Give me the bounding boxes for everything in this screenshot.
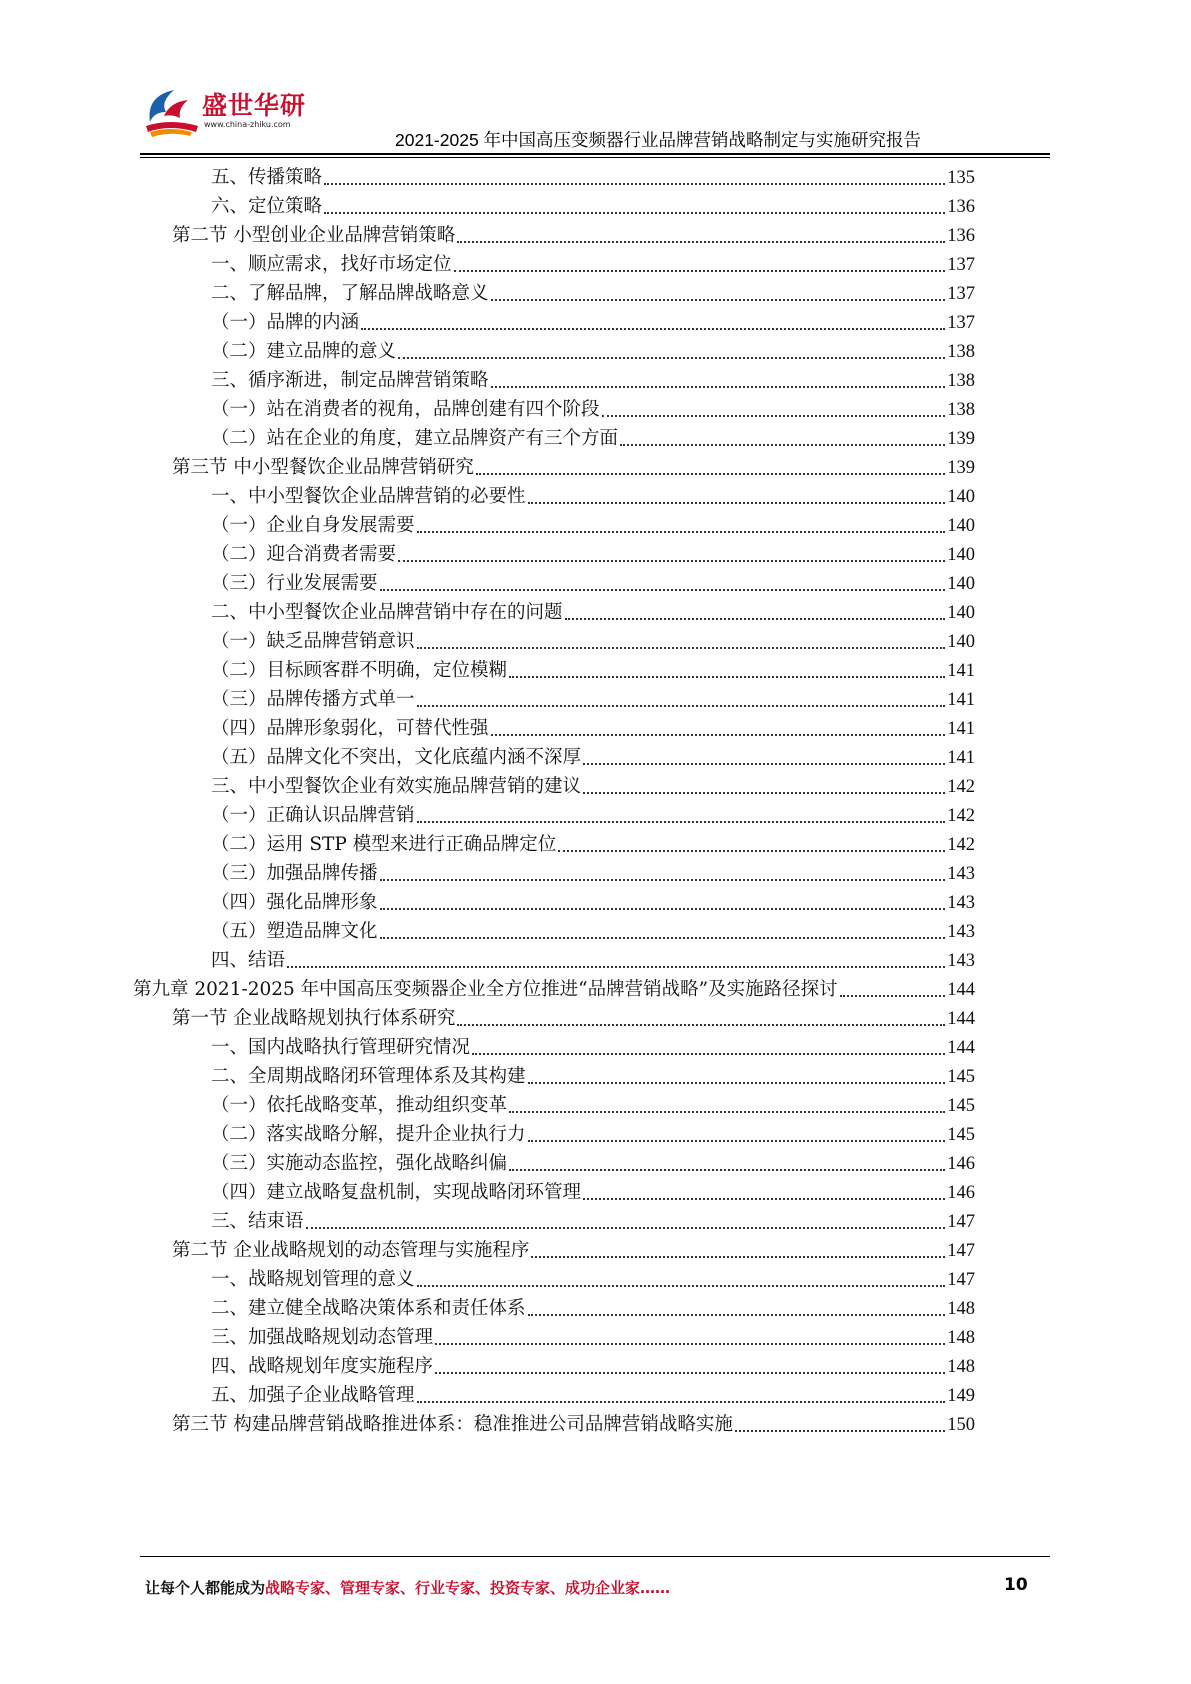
toc-entry-page: 144: [947, 980, 975, 1000]
toc-entry-title: （三）行业发展需要: [211, 573, 378, 594]
toc-entry[interactable]: [211, 1378, 975, 1409]
toc-entry-title: （三）加强品牌传播: [211, 863, 378, 884]
toc-entry[interactable]: [211, 1291, 975, 1322]
toc-entry[interactable]: [211, 624, 975, 655]
toc-entry-page: 147: [947, 1212, 975, 1232]
toc-entry-page: 143: [947, 922, 975, 942]
footer-slogan: [145, 1577, 670, 1598]
toc-entry-page: 149: [947, 1386, 975, 1406]
toc-entry-page: 136: [947, 226, 975, 246]
toc-entry[interactable]: [172, 218, 975, 249]
toc-dot-leader: [398, 357, 945, 359]
toc-entry[interactable]: [211, 1030, 975, 1061]
toc-entry-title: 二、全周期战略闭环管理体系及其构建: [211, 1066, 526, 1087]
toc-entry-page: 142: [947, 806, 975, 826]
toc-dot-leader: [620, 444, 945, 446]
toc-dot-leader: [457, 1024, 945, 1026]
toc-entry-title: 一、顺应需求，找好市场定位: [211, 254, 452, 275]
toc-entry-page: 143: [947, 893, 975, 913]
toc-entry-title: 三、结束语: [211, 1211, 304, 1232]
toc-dot-leader: [491, 299, 946, 301]
toc-dot-leader: [417, 1285, 946, 1287]
toc-entry-title: 五、传播策略: [211, 167, 323, 188]
toc-dot-leader: [509, 676, 945, 678]
toc-dot-leader: [528, 502, 946, 504]
toc-entry[interactable]: [211, 1204, 975, 1235]
toc-dot-leader: [528, 1314, 946, 1316]
toc-entry-title: 第三节 中小型餐饮企业品牌营销研究: [172, 457, 474, 478]
toc-entry-page: 141: [947, 661, 975, 681]
toc-entry-title: （二）运用 STP 模型来进行正确品牌定位: [211, 834, 557, 855]
toc-entry[interactable]: [211, 508, 975, 539]
toc-entry-page: 146: [947, 1154, 975, 1174]
toc-entry[interactable]: [211, 1175, 975, 1206]
toc-entry[interactable]: [211, 392, 975, 423]
toc-entry-page: 150: [947, 1415, 975, 1435]
toc-dot-leader: [558, 850, 945, 852]
toc-entry[interactable]: [211, 160, 975, 191]
toc-entry-page: 135: [947, 168, 975, 188]
toc-entry[interactable]: [211, 276, 975, 307]
toc-entry-title: （四）强化品牌形象: [211, 892, 378, 913]
toc-entry-page: 140: [947, 516, 975, 536]
toc-entry[interactable]: [211, 682, 975, 713]
toc-dot-leader: [287, 966, 945, 968]
toc-entry-title: （五）塑造品牌文化: [211, 921, 378, 942]
logo-emblem-icon: [140, 82, 202, 144]
toc-entry-title: 第二节 小型创业企业品牌营销策略: [172, 225, 456, 246]
toc-entry-title: （一）缺乏品牌营销意识: [211, 631, 415, 652]
toc-entry-title: 六、定位策略: [211, 196, 323, 217]
toc-entry[interactable]: [211, 769, 975, 800]
toc-entry-page: 146: [947, 1183, 975, 1203]
logo-text: 盛世华研: [202, 91, 307, 120]
toc-dot-leader: [602, 415, 946, 417]
toc-entry[interactable]: [211, 566, 975, 597]
toc-entry[interactable]: [211, 247, 975, 278]
toc-dot-leader: [324, 183, 945, 185]
header-divider-thin: [140, 157, 1050, 158]
toc-dot-leader: [472, 1053, 945, 1055]
toc-entry-page: 147: [947, 1270, 975, 1290]
toc-entry[interactable]: [172, 1001, 975, 1032]
toc-dot-leader: [380, 937, 946, 939]
toc-entry-page: 145: [947, 1096, 975, 1116]
toc-entry[interactable]: [211, 827, 975, 858]
toc-entry-title: 一、战略规划管理的意义: [211, 1269, 415, 1290]
toc-dot-leader: [476, 473, 945, 475]
toc-dot-leader: [565, 618, 946, 620]
toc-dot-leader: [509, 1169, 945, 1171]
toc-entry[interactable]: [211, 1262, 975, 1293]
toc-dot-leader: [528, 1140, 946, 1142]
toc-dot-leader: [583, 763, 945, 765]
toc-entry-title: 第九章 2021-2025 年中国高压变频器企业全方位推进“品牌营销战略”及实施路径探讨: [133, 979, 838, 1000]
toc-dot-leader: [417, 821, 946, 823]
toc-entry-title: 二、中小型餐饮企业品牌营销中存在的问题: [211, 602, 563, 623]
toc-entry[interactable]: [211, 1320, 975, 1351]
toc-entry-page: 145: [947, 1067, 975, 1087]
toc-entry-page: 142: [947, 777, 975, 797]
toc-entry[interactable]: [211, 1059, 975, 1090]
toc-dot-leader: [435, 1372, 945, 1374]
toc-dot-leader: [306, 1227, 946, 1229]
footer-slogan-prefix: 让每个人都能成为: [145, 1579, 266, 1597]
toc-entry-page: 136: [947, 197, 975, 217]
toc-entry-title: 二、了解品牌，了解品牌战略意义: [211, 283, 489, 304]
toc-entry-title: （一）品牌的内涵: [211, 312, 360, 333]
toc-entry-page: 138: [947, 342, 975, 362]
toc-entry[interactable]: [211, 1088, 975, 1119]
toc-entry-page: 145: [947, 1125, 975, 1145]
toc-dot-leader: [417, 1401, 946, 1403]
toc-entry[interactable]: [211, 537, 975, 568]
toc-dot-leader: [491, 386, 946, 388]
toc-dot-leader: [417, 705, 946, 707]
toc-entry-page: 141: [947, 719, 975, 739]
toc-entry-page: 139: [947, 458, 975, 478]
toc-dot-leader: [735, 1430, 945, 1432]
toc-entry[interactable]: [211, 363, 975, 394]
toc-entry[interactable]: [211, 421, 975, 452]
toc-dot-leader: [380, 879, 946, 881]
toc-entry-page: 143: [947, 864, 975, 884]
toc-entry-title: 一、国内战略执行管理研究情况: [211, 1037, 471, 1058]
toc-dot-leader: [398, 560, 945, 562]
toc-entry-title: 三、加强战略规划动态管理: [211, 1327, 434, 1348]
toc-entry-title: 三、循序渐进，制定品牌营销策略: [211, 370, 489, 391]
toc-dot-leader: [840, 995, 946, 997]
toc-entry-title: 第一节 企业战略规划执行体系研究: [172, 1008, 456, 1029]
toc-dot-leader: [509, 1111, 945, 1113]
toc-entry[interactable]: [211, 1349, 975, 1380]
header-divider: [140, 153, 1050, 155]
toc-entry[interactable]: [133, 972, 975, 1003]
toc-entry[interactable]: [211, 943, 975, 974]
toc-entry-page: 148: [947, 1299, 975, 1319]
toc-dot-leader: [417, 531, 946, 533]
toc-entry[interactable]: [172, 1407, 975, 1438]
toc-entry-page: 141: [947, 748, 975, 768]
toc-dot-leader: [380, 908, 946, 910]
company-logo: [140, 80, 310, 150]
toc-entry-title: （一）站在消费者的视角，品牌创建有四个阶段: [211, 399, 600, 420]
toc-entry-title: （五）品牌文化不突出，文化底蕴内涵不深厚: [211, 747, 582, 768]
toc-entry-page: 138: [947, 400, 975, 420]
toc-entry[interactable]: [211, 885, 975, 916]
toc-entry-page: 148: [947, 1328, 975, 1348]
page-header: [0, 0, 1191, 160]
toc-entry[interactable]: [211, 334, 975, 365]
page-number: 10: [1004, 1575, 1028, 1595]
toc-dot-leader: [454, 270, 946, 272]
toc-entry-title: 一、中小型餐饮企业品牌营销的必要性: [211, 486, 526, 507]
toc-entry-title: 第三节 构建品牌营销战略推进体系：稳准推进公司品牌营销战略实施: [172, 1414, 733, 1435]
toc-dot-leader: [583, 792, 945, 794]
toc-dot-leader: [435, 1343, 945, 1345]
toc-entry-title: （一）企业自身发展需要: [211, 515, 415, 536]
toc-dot-leader: [491, 734, 946, 736]
toc-entry-page: 140: [947, 574, 975, 594]
toc-entry[interactable]: [211, 595, 975, 626]
toc-entry-title: （二）建立品牌的意义: [211, 341, 397, 362]
toc-entry-page: 137: [947, 284, 975, 304]
toc-entry-page: 140: [947, 487, 975, 507]
toc-entry-title: 第二节 企业战略规划的动态管理与实施程序: [172, 1240, 530, 1261]
toc-entry-page: 144: [947, 1038, 975, 1058]
toc-entry-page: 144: [947, 1009, 975, 1029]
toc-entry[interactable]: [211, 1117, 975, 1148]
toc-entry[interactable]: [211, 798, 975, 829]
toc-entry-page: 147: [947, 1241, 975, 1261]
toc-dot-leader: [531, 1256, 945, 1258]
toc-entry[interactable]: [211, 653, 975, 684]
footer-divider: [140, 1556, 1050, 1557]
toc-entry[interactable]: [211, 1146, 975, 1177]
toc-entry[interactable]: [211, 740, 975, 771]
toc-entry[interactable]: [211, 305, 975, 336]
toc-entry-title: （一）依托战略变革，推动组织变革: [211, 1095, 508, 1116]
toc-entry[interactable]: [211, 914, 975, 945]
toc-dot-leader: [380, 589, 946, 591]
toc-entry-page: 148: [947, 1357, 975, 1377]
toc-entry-page: 142: [947, 835, 975, 855]
toc-entry-page: 141: [947, 690, 975, 710]
toc-entry-page: 137: [947, 255, 975, 275]
toc-entry-page: 137: [947, 313, 975, 333]
toc-entry-title: （二）迎合消费者需要: [211, 544, 397, 565]
toc-entry-title: 四、结语: [211, 950, 286, 971]
toc-entry-title: （三）实施动态监控，强化战略纠偏: [211, 1153, 508, 1174]
toc-entry-title: 二、建立健全战略决策体系和责任体系: [211, 1298, 526, 1319]
toc-entry-title: （二）站在企业的角度，建立品牌资产有三个方面: [211, 428, 619, 449]
toc-entry-title: （四）建立战略复盘机制，实现战略闭环管理: [211, 1182, 582, 1203]
toc-entry-title: （三）品牌传播方式单一: [211, 689, 415, 710]
toc-dot-leader: [583, 1198, 945, 1200]
toc-entry-title: 四、战略规划年度实施程序: [211, 1356, 434, 1377]
toc-entry[interactable]: [172, 1233, 975, 1264]
toc-entry-page: 139: [947, 429, 975, 449]
toc-entry[interactable]: [172, 450, 975, 481]
toc-dot-leader: [361, 328, 945, 330]
toc-entry[interactable]: [211, 479, 975, 510]
toc-dot-leader: [324, 212, 945, 214]
toc-entry[interactable]: [211, 711, 975, 742]
footer-slogan-highlight: 战略专家、管理专家、行业专家、投资专家、成功企业家……: [265, 1579, 671, 1597]
toc-entry-page: 143: [947, 951, 975, 971]
toc-entry-page: 140: [947, 603, 975, 623]
toc-entry-page: 138: [947, 371, 975, 391]
toc-dot-leader: [417, 647, 946, 649]
logo-url: www.china-zhiku.com: [204, 120, 291, 129]
toc-entry-title: （一）正确认识品牌营销: [211, 805, 415, 826]
toc-entry[interactable]: [211, 856, 975, 887]
toc-dot-leader: [528, 1082, 946, 1084]
toc-entry-page: 140: [947, 545, 975, 565]
document-title: 2021-2025 年中国高压变频器行业品牌营销战略制定与实施研究报告: [395, 130, 922, 150]
toc-entry-title: 三、中小型餐饮企业有效实施品牌营销的建议: [211, 776, 582, 797]
toc-dot-leader: [457, 241, 945, 243]
toc-entry-title: （二）落实战略分解，提升企业执行力: [211, 1124, 526, 1145]
toc-entry-page: 140: [947, 632, 975, 652]
toc-entry[interactable]: [211, 189, 975, 220]
toc-entry-title: （四）品牌形象弱化，可替代性强: [211, 718, 489, 739]
toc-entry-title: 五、加强子企业战略管理: [211, 1385, 415, 1406]
toc-entry-title: （二）目标顾客群不明确，定位模糊: [211, 660, 508, 681]
